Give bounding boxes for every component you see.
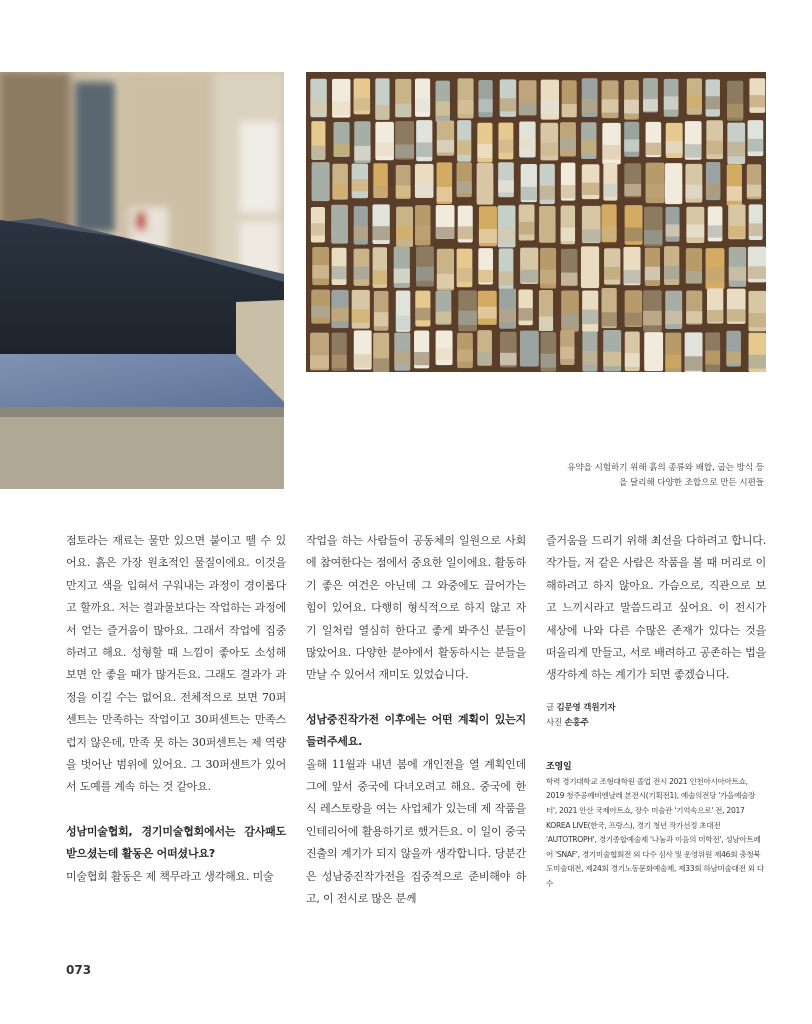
glaze-tile-band — [603, 184, 617, 197]
glaze-tile-band — [396, 185, 411, 197]
glaze-tile-band — [581, 140, 596, 153]
glaze-tile-band — [415, 184, 434, 196]
glaze-tile-band — [705, 351, 720, 365]
page-number: 073 — [66, 963, 92, 977]
glaze-tile-band — [500, 98, 516, 111]
glaze-tile-band — [602, 312, 617, 326]
text-column-3 — [546, 530, 766, 892]
glaze-tile-band — [727, 186, 742, 201]
glaze-tile-band — [312, 181, 330, 195]
glaze-tile-band — [416, 142, 432, 156]
paragraph: 작업을 하는 사람들이 공동체의 일원으로 사회에 참여한다는 점에서 중요한 일이에요. 활동하기 좋은 여건은 아닌데 그 와중에도 끌어가는 힘이 있어요. 다행히 형식적으로 하지 않고 자기 일처럼 열심히 한다고 좋게 봐주신 분들이 많았어요. 다양한 분야에서 활동하시는 분들을 만날 수 있어서 재미도 있었습니다. — [306, 534, 526, 682]
glaze-tile-band — [582, 351, 597, 365]
glaze-tile-band — [706, 96, 720, 109]
glaze-tile-band — [416, 267, 434, 281]
glaze-tile-band — [707, 310, 723, 322]
glaze-tile-band — [520, 270, 538, 283]
glaze-tile-band — [331, 223, 348, 237]
glaze-tile-band — [582, 310, 598, 325]
glaze-tile-band — [625, 313, 642, 326]
glaze-tile-band — [436, 312, 452, 324]
glaze-tile-band — [415, 308, 430, 321]
glaze-tile-band — [520, 350, 539, 363]
glaze-tile-band — [457, 181, 472, 193]
glaze-tile-band — [521, 187, 537, 200]
glaze-tile-band — [748, 266, 766, 279]
glaze-tile-band — [729, 267, 746, 281]
interview-question: 성남미술협회, 경기미술협회에서는 감사패도 받으셨는데 활동은 어떠셨나요? — [66, 824, 286, 861]
glaze-tile-band — [623, 270, 640, 283]
glaze-tile-band — [582, 99, 598, 113]
glaze-tile-band — [561, 314, 579, 328]
glaze-tile-band — [372, 226, 389, 240]
glaze-tile-band — [352, 179, 368, 191]
glaze-tile-band — [727, 104, 743, 118]
glaze-tile-band — [581, 272, 599, 287]
glaze-tile-band — [602, 99, 619, 112]
glaze-tile-band — [646, 184, 665, 198]
glaze-tile-band — [498, 140, 513, 153]
glaze-tile-band — [457, 268, 473, 282]
glaze-tile-band — [582, 229, 601, 242]
glaze-tile-band — [706, 141, 723, 155]
glaze-tile-band — [664, 266, 679, 280]
glaze-tile-band — [539, 223, 555, 236]
caption-line-1: 유약을 시험하기 위해 흙의 종류와 배합, 굽는 방식 등 — [567, 463, 764, 473]
glaze-tile-band — [310, 355, 329, 368]
glaze-tile-band — [311, 223, 325, 235]
glaze-tile-band — [477, 144, 492, 158]
glaze-tile-band — [540, 354, 556, 368]
glaze-tile-band — [332, 101, 350, 115]
caption-line-2: 을 달리해 다양한 조합으로 만든 시편들 — [619, 478, 764, 488]
glaze-tile-band — [477, 183, 494, 198]
glaze-tile-band — [415, 226, 430, 240]
glaze-tile-band — [686, 225, 704, 238]
glaze-tile-band — [643, 311, 662, 326]
glaze-tile-band — [665, 183, 682, 197]
glaze-tile-band — [519, 103, 537, 115]
glaze-tile-band — [437, 187, 452, 202]
credit-writer: 글 김문영 객원기자 — [546, 702, 616, 713]
glaze-tile-band — [354, 226, 368, 239]
glaze-tile-band — [727, 142, 745, 156]
glaze-tile-band — [396, 226, 413, 240]
glaze-tile-band — [747, 185, 761, 197]
glaze-tile-band — [749, 95, 765, 107]
glaze-tile-band — [604, 267, 620, 280]
glaze-tile-band — [375, 143, 394, 156]
glaze-tile-band — [625, 228, 643, 242]
glaze-tile-band — [477, 352, 492, 364]
glaze-tile-band — [687, 95, 702, 108]
paragraph: 미술협회 활동은 제 책무라고 생각해요. 미술 — [66, 869, 274, 883]
glaze-tile-band — [685, 185, 702, 199]
glaze-tile-band — [458, 100, 474, 114]
glaze-tile-band — [331, 308, 348, 321]
glaze-tile-band — [539, 317, 553, 331]
glaze-tile-band — [352, 309, 370, 323]
glaze-tile-band — [665, 355, 681, 369]
glaze-tile-band — [602, 145, 620, 160]
glaze-tile-band — [540, 270, 556, 284]
glaze-tile-band — [478, 270, 493, 283]
studio-photo — [0, 72, 284, 489]
paragraph: 즐거움을 드리기 위해 최선을 다하려고 합니다. 작가들, 저 같은 사람은 작품을 볼 때 머리로 이해하려고 하지 않아요. 가슴으로, 직관으로 보고 느끼시라고 말씀드리고 싶어요. 이 전시가 세상에 나와 다른 수많은 존재가 있다는 것을 떠올리게 만들고, 서로 배려하고 공존하는 법을 생각하게 하는 계기가 되면 좋겠습니다. — [546, 534, 766, 682]
glaze-tile-band — [727, 309, 746, 321]
photo-caption — [444, 461, 764, 491]
glaze-tile-band — [582, 183, 600, 195]
glaze-tile-band — [458, 311, 477, 325]
glaze-tile-band — [394, 351, 410, 364]
glaze-tile-band — [436, 227, 455, 239]
glaze-tile-band — [332, 184, 348, 197]
glaze-tile-band — [726, 352, 741, 365]
glaze-tile-band — [644, 350, 663, 364]
glaze-tile-band — [479, 229, 497, 243]
glaze-tile-band — [458, 226, 473, 239]
glaze-tile-band — [625, 353, 640, 367]
glaze-tile-band — [646, 143, 662, 155]
glaze-tile-band — [561, 273, 577, 286]
glaze-tile-band — [561, 228, 575, 242]
glaze-tile-band — [312, 265, 329, 278]
glaze-tile-band — [373, 358, 389, 372]
glaze-tile-band — [375, 105, 389, 120]
glaze-tile-band — [541, 100, 559, 114]
glaze-tile-band — [354, 354, 372, 368]
credit-photographer: 사진 손홍주 — [546, 717, 589, 728]
glaze-tile-band — [708, 225, 723, 237]
glaze-tile-band — [540, 186, 555, 200]
glaze-tile-band — [394, 269, 410, 283]
glaze-tile-band — [665, 311, 682, 324]
glaze-tile-band — [561, 185, 576, 198]
glaze-tile-band — [498, 227, 516, 242]
glaze-tile-band — [706, 267, 725, 281]
glaze-tile-band — [457, 140, 471, 155]
text-column-2 — [306, 530, 526, 911]
glaze-tile-band — [686, 271, 702, 283]
glaze-tile-band — [519, 222, 535, 235]
glaze-tile-band — [644, 230, 663, 244]
glaze-tile-band — [560, 138, 576, 150]
glaze-tile-band — [436, 101, 450, 115]
glaze-tile-band — [374, 312, 389, 326]
glaze-tile-band — [415, 98, 430, 111]
glaze-tile-band — [354, 266, 370, 279]
glaze-tile-band — [354, 98, 370, 111]
glaze-tile-band — [395, 104, 411, 117]
glaze-tile-band — [624, 184, 641, 196]
glaze-tile-band — [749, 223, 763, 235]
artist-bio: 학력 경기대학교 조형대학원 졸업 전시 2021 인천아시아아트쇼, 2019 청주공예비엔날레 본전시(기획전1), 예술의전당 '가을예술장터', 2021 안산 국제아트쇼, 장수 미술관 '기억속으로' 전, 2017 KOREA LIVE(한국, 프랑스), 경기 청년 작가선정 초대전 'AUTOTROPH', 경기종합예술제 '나눔과 이음의 미학전', 성남아트페어 'SNAF', 경기미술협회전 외 다수 심사 및 운영위원 제46회 충청북도미술대전, 제24회 경기노동문화예술제, 제33회 하남미술대전 외 다수 — [546, 776, 764, 888]
glaze-tile-band — [664, 96, 679, 109]
glaze-tile-band — [645, 267, 660, 280]
glaze-tile-band — [311, 146, 325, 160]
glaze-tile-band — [666, 224, 680, 236]
glaze-tile-band — [332, 266, 347, 279]
glaze-tile-band — [603, 352, 621, 367]
glaze-tile-band — [373, 270, 387, 284]
interview-question: 성남중진작가전 이후에는 어떤 계획이 있는지 들려주세요. — [306, 712, 526, 749]
glaze-tile-band — [624, 139, 639, 151]
glaze-tile-band — [540, 143, 558, 156]
glaze-tile-band — [498, 180, 514, 192]
glaze-tile-band — [601, 226, 616, 239]
glaze-tile-band — [436, 348, 453, 360]
glaze-tile-band — [499, 271, 514, 285]
glaze-tile-band — [685, 356, 703, 370]
glaze-tile-band — [395, 144, 414, 157]
glaze-tile-band — [333, 144, 349, 156]
paragraph: 올해 11월과 내년 봄에 개인전을 열 계획인데 그에 앞서 중국에 다녀오려고 해요. 중국에 한식 레스토랑을 여는 사업체가 있는데 제 작품을 인테리어에 활용하기로 했거든요. 이 일이 중국 진출의 계기가 되지 않을까 생각합니다. 당분간은 성남중진작가전을 집중적으로 준비해야 하고, 이 전시로 많은 분께 — [306, 757, 526, 906]
glaze-tile-band — [311, 306, 330, 318]
glaze-tile-band — [643, 99, 658, 111]
glaze-tile-band — [499, 309, 516, 323]
ceramic-studio-photo — [0, 72, 284, 489]
glaze-tile-band — [437, 274, 454, 289]
paragraph: 점토라는 재료는 물만 있으면 붙이고 뗄 수 있어요. 흙은 가장 원초적인 물질이에요. 이것을 만지고 색을 입혀서 구워내는 과정이 경이롭다고 할까요. 저는 결과물보다는 작업하는 과정에서 얻는 즐거움이 많아요. 그래서 작업에 집중하려고 해요. 성형할 때 느낌이 좋아도 소성해보면 안 좋을 때가 많거든요. 그래도 결과가 과정을 이길 수는 없어요. 전체적으로 보면 70퍼센트는 만족하는 작업이고 30퍼센트는 만족스럽지 않은데, 만족 못 하는 30퍼센트는 제 역량을 벗어난 범위에 있어요. 그 30퍼센트가 있어서 도예를 계속 하는 것 같아요. — [66, 534, 286, 794]
glaze-tile-band — [478, 99, 492, 112]
glaze-tile-band — [685, 144, 702, 157]
glaze-tile-band — [437, 140, 454, 152]
artist-name: 조영일 — [546, 761, 572, 772]
glaze-tile-band — [560, 347, 574, 359]
glaze-tile-band — [749, 355, 766, 369]
glaze-test-pieces-photo — [306, 72, 766, 372]
glaze-tile-band — [666, 141, 683, 153]
glaze-tile-band — [706, 184, 720, 197]
glaze-tile-band — [354, 146, 370, 161]
glaze-tile-band — [500, 353, 517, 365]
glaze-tile-band — [310, 100, 326, 113]
glaze-tile-band — [396, 316, 411, 330]
glaze-tests-photo — [306, 72, 766, 372]
glaze-tile-band — [624, 100, 639, 114]
glaze-tile-band — [748, 139, 764, 152]
glaze-tile-band — [562, 104, 577, 117]
text-column-1 — [66, 530, 286, 888]
glaze-tile-band — [748, 313, 766, 327]
glaze-tile-band — [414, 352, 429, 365]
glaze-tile-band — [457, 349, 473, 361]
glaze-tile-band — [686, 311, 702, 323]
glaze-tile-band — [519, 138, 535, 151]
glaze-tile-band — [332, 355, 347, 368]
glaze-tile-band — [478, 307, 497, 319]
glaze-tile-band — [373, 186, 387, 198]
glaze-tile-band — [728, 226, 745, 238]
glaze-tile-band — [518, 308, 532, 321]
